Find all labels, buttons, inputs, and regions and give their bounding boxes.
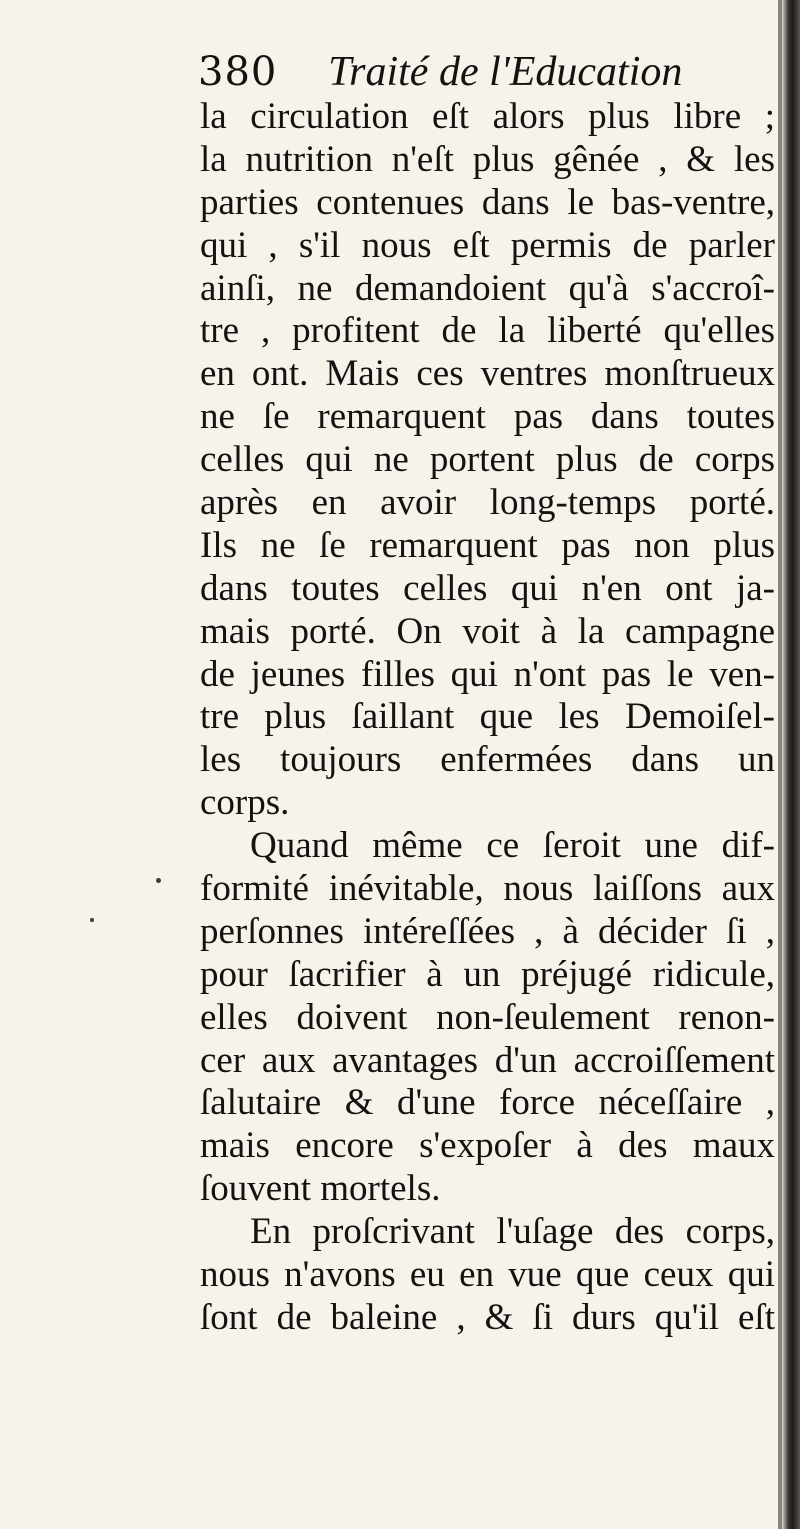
text-line: formité inévitable, nous laiſſons aux <box>200 868 775 910</box>
text-line: parties contenues dans le bas-ventre, <box>200 181 775 223</box>
text-line: en ont. Mais ces ventres monſtrueux <box>200 353 775 395</box>
text-line: Quand même ce ſeroit une dif- <box>250 825 775 867</box>
text-line: la nutrition n'eſt plus gênée , & les <box>200 138 775 180</box>
text-line: ne ſe remarquent pas dans toutes <box>200 396 775 438</box>
body-text <box>200 96 775 1340</box>
text-line: tre , profitent de la liberté qu'elles <box>200 310 775 352</box>
text-line: ſalutaire & d'une force néceſſaire , <box>200 1082 775 1124</box>
text-line: ſont de baleine , & ſi durs qu'il eſt <box>200 1296 775 1338</box>
running-head <box>198 46 758 98</box>
page-number: 380 <box>198 49 278 95</box>
ink-speck <box>156 878 161 883</box>
text-line: elles doivent non-ſeulement renon- <box>200 996 775 1038</box>
text-line: pour ſacrifier à un préjugé ridicule, <box>200 953 775 995</box>
text-line: cer aux avantages d'un accroiſſement <box>200 1039 775 1081</box>
text-line: corps. <box>200 782 290 824</box>
text-line: celles qui ne portent plus de corps <box>200 439 775 481</box>
text-line: qui , s'il nous eſt permis de parler <box>200 224 775 266</box>
ink-speck <box>90 918 94 922</box>
running-title: Traité de l'Education <box>328 49 683 95</box>
text-line: perſonnes intéreſſées , à décider ſi , <box>200 910 775 952</box>
text-line: nous n'avons eu en vue que ceux qui <box>200 1254 775 1296</box>
text-line: dans toutes celles qui n'en ont ja- <box>200 567 775 609</box>
text-line: ainſi, ne demandoient qu'à s'accroî- <box>200 267 775 309</box>
text-line: mais porté. On voit à la campagne <box>200 610 775 652</box>
text-line: la circulation eſt alors plus libre ; <box>200 96 775 137</box>
text-line: tre plus ſaillant que les Demoiſel- <box>200 696 775 738</box>
text-line: Ils ne ſe remarquent pas non plus <box>200 524 775 566</box>
text-line: ſouvent mortels. <box>200 1168 441 1210</box>
page-edge <box>782 0 800 1529</box>
text-line: mais encore s'expoſer à des maux <box>200 1125 775 1167</box>
text-line: de jeunes filles qui n'ont pas le ven- <box>200 653 775 695</box>
text-line: après en avoir long-temps porté. <box>200 482 775 524</box>
text-line: En proſcrivant l'uſage des corps, <box>250 1211 775 1253</box>
text-line: les toujours enfermées dans un <box>200 739 775 781</box>
